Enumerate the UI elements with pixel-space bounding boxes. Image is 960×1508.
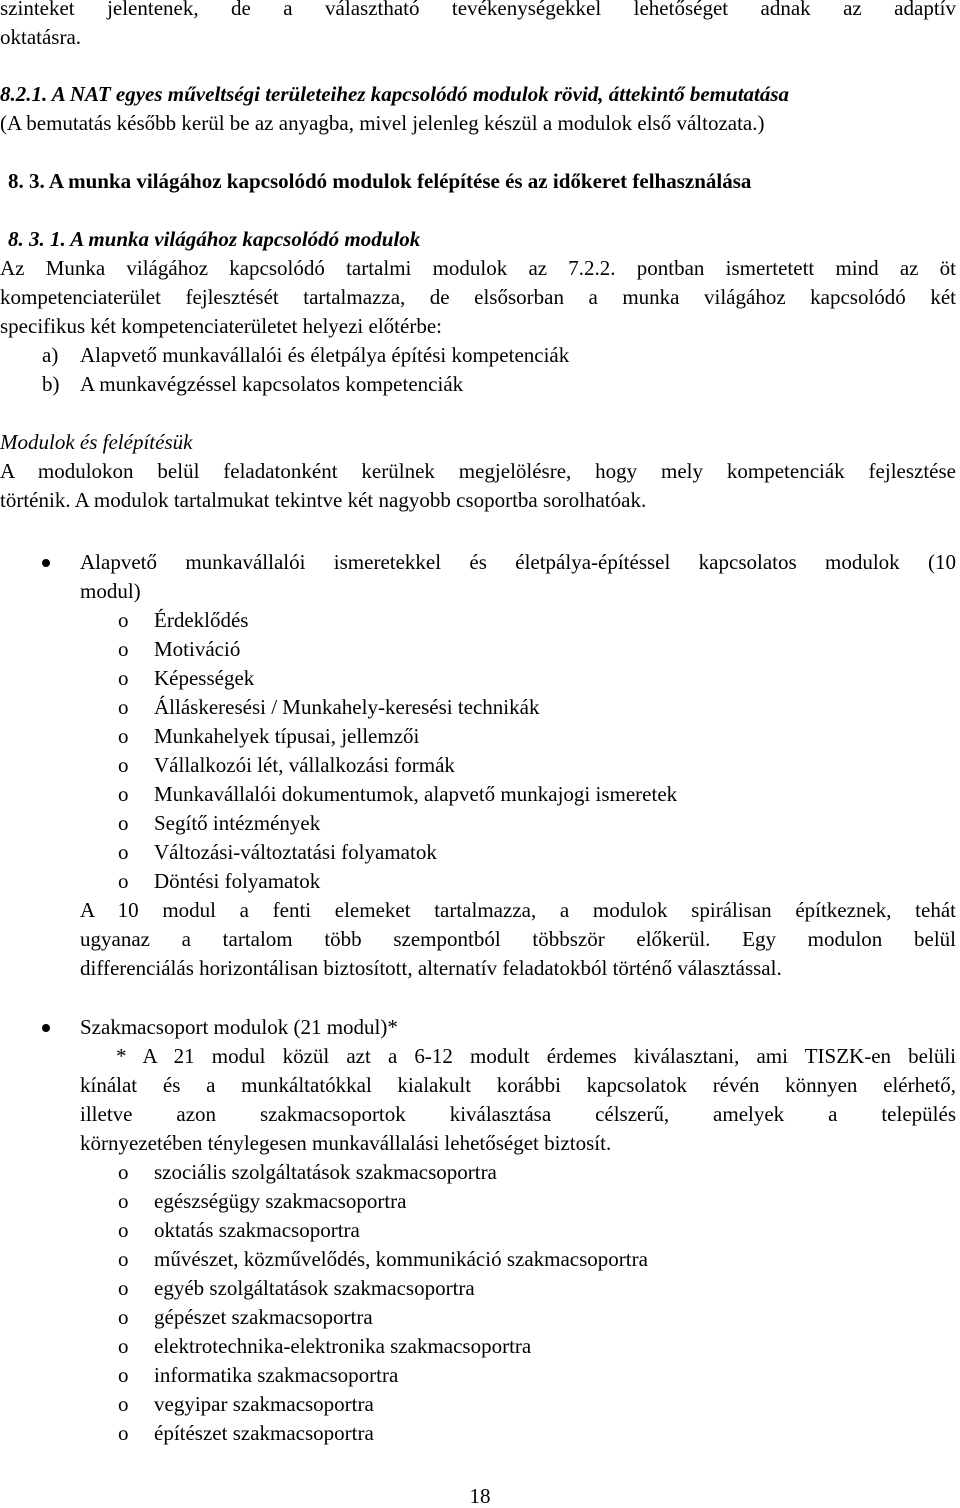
bullet-2-subitem bbox=[118, 1419, 374, 1448]
sub-marker: o bbox=[118, 782, 129, 806]
bullet-2-subitem bbox=[118, 1274, 475, 1303]
page-number: 18 bbox=[469, 1484, 491, 1508]
sub-item-text: gépészet szakmacsoportra bbox=[154, 1305, 373, 1329]
bullet-2-subitem bbox=[118, 1158, 497, 1187]
section-8-3 bbox=[8, 167, 960, 196]
sub-marker: o bbox=[118, 724, 129, 748]
sub-marker: o bbox=[118, 666, 129, 690]
intro-paragraph bbox=[0, 0, 956, 52]
sub-marker: o bbox=[118, 1305, 129, 1329]
sub-marker: o bbox=[118, 1189, 129, 1213]
sub-item-text: Munkahelyek típusai, jellemzői bbox=[154, 724, 420, 748]
sub-item-text: egészségügy szakmacsoportra bbox=[154, 1189, 407, 1213]
bullet-2-note-line-1: * A 21 modul közül azt a 6-12 modult érdemes kiválasztani, ami TISZK-en belüli bbox=[116, 1044, 956, 1068]
section-8-2-1-title: 8.2.1. A NAT egyes műveltségi területeihez kapcsolódó modulok rövid, áttekintő bemutatása bbox=[0, 82, 790, 106]
sub-item-text: Képességek bbox=[154, 666, 255, 690]
bullet-icon bbox=[42, 559, 50, 567]
bullet-2-subitem bbox=[118, 1216, 360, 1245]
sub-marker: o bbox=[118, 637, 129, 661]
sub-marker: o bbox=[118, 695, 129, 719]
bullet-2-subitem bbox=[118, 1245, 648, 1274]
sub-marker: o bbox=[118, 1334, 129, 1358]
section-8-3-1 bbox=[0, 225, 956, 341]
sub-item-text: Motiváció bbox=[154, 637, 241, 661]
sub-marker: o bbox=[118, 840, 129, 864]
bullet-2-subitem bbox=[118, 1390, 374, 1419]
bullet-2-line-1: Szakmacsoport modulok (21 modul)* bbox=[80, 1015, 398, 1039]
list-item-b bbox=[42, 370, 463, 399]
sub-marker: o bbox=[118, 1421, 129, 1445]
sub-item-text: szociális szolgáltatások szakmacsoportra bbox=[154, 1160, 497, 1184]
bullet-1-subitem bbox=[118, 867, 320, 896]
bullet-1-line-1: Alapvető munkavállalói ismeretekkel és életpálya-építéssel kapcsolatos modulok (10 bbox=[80, 550, 956, 574]
sub-marker: o bbox=[118, 1392, 129, 1416]
sub-item-text: egyéb szolgáltatások szakmacsoportra bbox=[154, 1276, 475, 1300]
bullet-2-note bbox=[80, 1042, 956, 1158]
list-item-text: A munkavégzéssel kapcsolatos kompetenciák bbox=[80, 372, 464, 396]
section-8-2-1 bbox=[0, 80, 956, 138]
sub-item-text: vegyipar szakmacsoportra bbox=[154, 1392, 374, 1416]
bullet-2-heading bbox=[80, 1013, 956, 1042]
modules-para-line-2: történik. A modulok tartalmukat tekintve két nagyobb csoportba sorolhatóak. bbox=[0, 488, 647, 512]
bullet-2-subitem bbox=[118, 1303, 373, 1332]
list-item-text: Alapvető munkavállalói és életpálya építési kompetenciák bbox=[80, 343, 570, 367]
sub-marker: o bbox=[118, 1276, 129, 1300]
modules-heading: Modulok és felépítésük bbox=[0, 430, 193, 454]
list-marker: b) bbox=[42, 372, 60, 396]
list-item-a bbox=[42, 341, 569, 370]
sub-item-text: Változási-változtatási folyamatok bbox=[154, 840, 437, 864]
bullet-1-subitem bbox=[118, 809, 320, 838]
sub-marker: o bbox=[118, 869, 129, 893]
sub-item-text: Döntési folyamatok bbox=[154, 869, 321, 893]
bullet-1-subitem bbox=[118, 693, 539, 722]
modules-section bbox=[0, 428, 956, 515]
bullet-1-summary-line-1: A 10 modul a fenti elemeket tartalmazza, a modulok spirálisan építkeznek, tehát bbox=[80, 898, 956, 922]
bullet-2-note-line-2: kínálat és a munkáltatókkal kialakult korábbi kapcsolatok révén könnyen elérhető, bbox=[80, 1073, 956, 1097]
section-8-3-1-para-line-1: Az Munka világához kapcsolódó tartalmi modulok az 7.2.2. pontban ismertetett mind az öt bbox=[0, 256, 956, 280]
sub-item-text: Munkavállalói dokumentumok, alapvető munkajogi ismeretek bbox=[154, 782, 678, 806]
sub-item-text: építészet szakmacsoportra bbox=[154, 1421, 374, 1445]
sub-item-text: Segítő intézmények bbox=[154, 811, 321, 835]
bullet-1-line-2: modul) bbox=[80, 579, 141, 603]
bullet-1-heading bbox=[80, 548, 956, 606]
intro-line-2: oktatásra. bbox=[0, 25, 82, 49]
bullet-1-subitem bbox=[118, 838, 437, 867]
bullet-1-summary-line-3: differenciálás horizontálisan biztosított, alternatív feladatokból történő választással. bbox=[80, 956, 782, 980]
bullet-1-summary-line-2: ugyanaz a tartalom több szempontból többször előkerül. Egy modulon belül bbox=[80, 927, 956, 951]
sub-marker: o bbox=[118, 608, 129, 632]
list-marker: a) bbox=[42, 343, 59, 367]
bullet-1-subitem bbox=[118, 664, 254, 693]
bullet-1-summary bbox=[80, 896, 956, 983]
bullet-2-subitem bbox=[118, 1187, 406, 1216]
bullet-2-note-line-4: környezetében ténylegesen munkavállalási lehetőséget biztosít. bbox=[80, 1131, 612, 1155]
bullet-1-subitem bbox=[118, 722, 419, 751]
sub-marker: o bbox=[118, 1160, 129, 1184]
sub-item-text: oktatás szakmacsoportra bbox=[154, 1218, 360, 1242]
bullet-2-subitem bbox=[118, 1332, 531, 1361]
sub-marker: o bbox=[118, 1247, 129, 1271]
bullet-icon bbox=[42, 1024, 50, 1032]
sub-item-text: informatika szakmacsoportra bbox=[154, 1363, 399, 1387]
sub-item-text: művészet, közművelődés, kommunikáció szakmacsoportra bbox=[154, 1247, 648, 1271]
sub-marker: o bbox=[118, 811, 129, 835]
sub-item-text: Álláskeresési / Munkahely-keresési technikák bbox=[154, 695, 540, 719]
sub-marker: o bbox=[118, 1218, 129, 1242]
bullet-2-subitem bbox=[118, 1361, 398, 1390]
section-8-3-1-para-line-2: kompetenciaterület fejlesztését tartalmazza, de elsősorban a munka világához kapcsolódó két bbox=[0, 285, 956, 309]
sub-item-text: elektrotechnika-elektronika szakmacsoportra bbox=[154, 1334, 532, 1358]
bullet-1-subitem bbox=[118, 606, 248, 635]
section-8-3-1-title: 8. 3. 1. A munka világához kapcsolódó modulok bbox=[8, 227, 421, 251]
modules-para-line-1: A modulokon belül feladatonként kerülnek megjelölésre, hogy mely kompetenciák fejlesztése bbox=[0, 459, 956, 483]
bullet-2-note-line-3: illetve azon szakmacsoportok kiválasztása célszerű, amelyek a település bbox=[80, 1102, 956, 1126]
section-8-3-title: 8. 3. A munka világához kapcsolódó modulok felépítése és az időkeret felhasználása bbox=[8, 169, 752, 193]
sub-marker: o bbox=[118, 753, 129, 777]
sub-item-text: Érdeklődés bbox=[154, 608, 249, 632]
section-8-3-1-para-line-3: specifikus két kompetenciaterületet helyezi előtérbe: bbox=[0, 314, 442, 338]
sub-marker: o bbox=[118, 1363, 129, 1387]
bullet-1-subitem bbox=[118, 635, 240, 664]
sub-item-text: Vállalkozói lét, vállalkozási formák bbox=[154, 753, 455, 777]
intro-line-1: szinteket jelentenek, de a választható tevékenységekkel lehetőséget adnak az adaptív bbox=[0, 0, 956, 20]
bullet-1-subitem bbox=[118, 780, 677, 809]
section-8-2-1-note: (A bemutatás később kerül be az anyagba, mivel jelenleg készül a modulok első változata.) bbox=[0, 111, 765, 135]
bullet-1-subitem bbox=[118, 751, 455, 780]
